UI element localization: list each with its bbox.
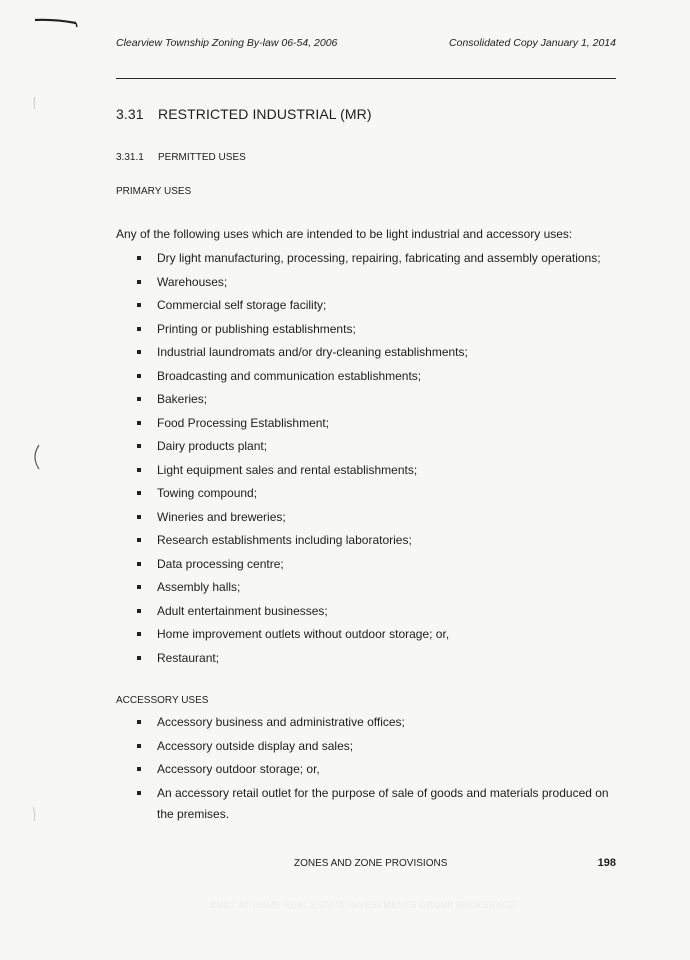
list-item [116,507,621,531]
list-item-text: Towing compound; [157,486,258,500]
list-item-text: Commercial self storage facility; [157,298,327,312]
margin-bracket-icon [30,444,42,470]
list-item [116,530,621,554]
list-item [116,295,621,319]
bullet-icon [137,374,141,378]
list-item-text: Warehouses; [157,274,228,289]
header-bylaw-title: Clearview Township Zoning By-law 06-54, 2006 [116,37,338,49]
list-item-text: Assembly halls; [157,580,241,594]
list-item-text: Wineries and breweries; [157,509,286,524]
page-number: 198 [597,857,616,869]
list-item-text: Data processing centre; [157,556,284,571]
bullet-icon [137,280,141,284]
header-consolidation-date: Consolidated Copy January 1, 2014 [449,37,616,49]
list-item-text: Printing or publishing establishments; [157,321,356,336]
list-item [116,554,621,578]
accessory-uses-heading: ACCESSORY USES [116,695,209,706]
margin-speck-icon [30,806,40,822]
bullet-icon [137,744,141,748]
bullet-icon [137,397,141,401]
list-item [116,248,621,272]
watermark-text: BUILT AT HOME REAL ESTATE INVESTMENTS GROUP BROKERAGE [210,900,516,910]
list-item [116,366,621,390]
list-item-text: Accessory outside display and sales; [157,738,354,753]
list-item-text: Accessory business and administrative offices; [157,715,405,729]
bullet-icon [137,256,141,260]
list-item [116,601,621,625]
list-item-text: Dairy products plant; [157,439,268,453]
list-item [116,413,621,437]
list-item-text: Broadcasting and communication establishments; [157,368,422,383]
list-item-text: Light equipment sales and rental establishments; [157,462,418,477]
bullet-icon [137,791,141,795]
bullet-icon [137,444,141,448]
section-title [116,106,372,122]
accessory-uses-list [116,712,621,827]
list-item [116,712,621,733]
list-item-text: Restaurant; [157,650,220,665]
list-item-text: Adult entertainment businesses; [157,603,328,618]
bullet-icon [137,491,141,495]
list-item-text: Bakeries; [157,392,208,406]
margin-speck-icon [30,96,38,110]
bullet-icon [137,303,141,307]
bullet-icon [137,562,141,566]
section-number: 3.31 [116,106,144,122]
primary-uses-intro: Any of the following uses which are intended to be light industrial and accessory uses: [116,227,573,241]
subsection-heading [116,152,246,163]
bullet-icon [137,515,141,519]
header-divider [116,78,616,79]
list-item [116,342,621,366]
subsection-number: 3.31.1 [116,152,144,163]
list-item-text: Accessory outdoor storage; or, [157,762,320,776]
footer-section-name: ZONES AND ZONE PROVISIONS [294,858,448,869]
bullet-icon [137,632,141,636]
bullet-icon [137,468,141,472]
scan-mark-icon [34,18,80,28]
bullet-icon [137,350,141,354]
bullet-icon [137,720,141,724]
primary-uses-heading: PRIMARY USES [116,186,192,197]
list-item [116,736,621,757]
list-item [116,577,621,601]
bullet-icon [137,327,141,331]
list-item-text: Dry light manufacturing, processing, repairing, fabricating and assembly operations; [157,251,601,265]
subsection-name: PERMITTED USES [158,152,246,163]
list-item [116,389,621,413]
list-item [116,483,621,507]
list-item [116,624,621,648]
list-item [116,783,621,825]
list-item-text: An accessory retail outlet for the purpose of sale of goods and materials produced on the premises. [157,785,609,821]
bullet-icon [137,656,141,660]
bullet-icon [137,585,141,589]
bullet-icon [137,538,141,542]
bullet-icon [137,609,141,613]
primary-uses-list [116,248,621,671]
list-item-text: Research establishments including laboratories; [157,533,412,547]
section-name: RESTRICTED INDUSTRIAL (MR) [158,106,372,122]
list-item-text: Industrial laundromats and/or dry-cleaning establishments; [157,345,468,359]
bullet-icon [137,421,141,425]
list-item [116,759,621,780]
list-item [116,272,621,296]
list-item-text: Food Processing Establishment; [157,415,330,430]
list-item [116,319,621,343]
list-item [116,460,621,484]
list-item [116,436,621,460]
list-item [116,648,621,672]
list-item-text: Home improvement outlets without outdoor storage; or, [157,627,450,641]
bullet-icon [137,767,141,771]
